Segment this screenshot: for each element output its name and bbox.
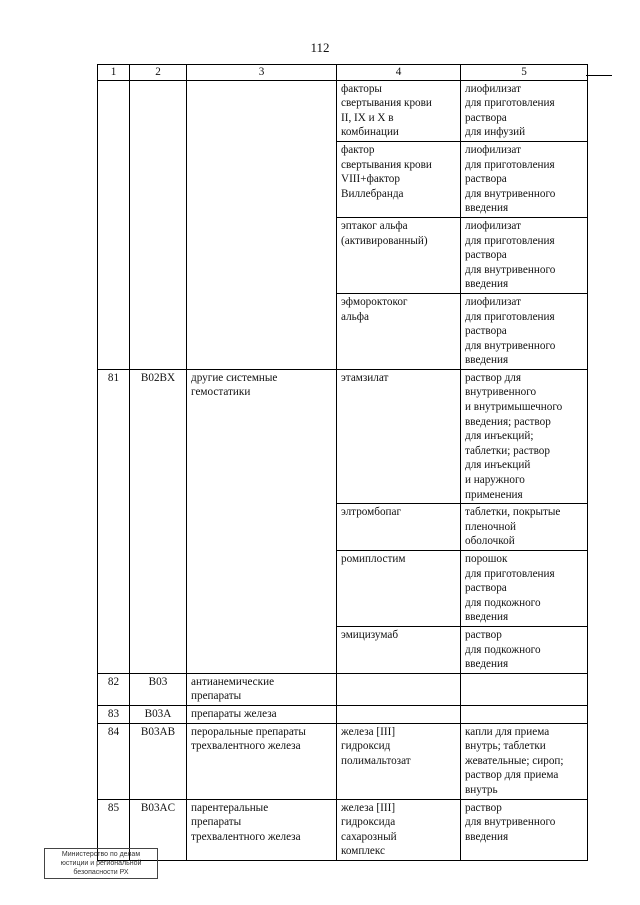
row-number: 83 — [98, 705, 130, 723]
row-number: 85 — [98, 799, 130, 860]
group-name — [187, 80, 337, 369]
drug-name: фактор свертывания крови VIII+фактор Виллебранда — [337, 141, 461, 217]
registration-stamp: Министерство по делам юстиции и региональной безопасности РХ — [44, 848, 158, 879]
drug-name: эмицизумаб — [337, 626, 461, 673]
header-col-4: 4 — [337, 65, 461, 81]
header-row — [98, 65, 588, 81]
atc-code: B02BX — [130, 369, 187, 673]
drug-name: эптаког альфа (активированный) — [337, 217, 461, 293]
header-col-3: 3 — [187, 65, 337, 81]
drug-name: факторы свертывания крови II, IX и X в комбинации — [337, 80, 461, 141]
dosage-form — [461, 705, 588, 723]
page-number: 112 — [310, 40, 330, 55]
table-row — [98, 673, 588, 705]
atc-code — [130, 80, 187, 369]
dosage-form: раствор для внутривенного введения — [461, 799, 588, 860]
row-number: 81 — [98, 369, 130, 673]
header-col-1: 1 — [98, 65, 130, 81]
drug-name — [337, 705, 461, 723]
atc-code: B03AB — [130, 723, 187, 799]
dosage-form: капли для приема внутрь; таблетки жевательные; сироп; раствор для приема внутрь — [461, 723, 588, 799]
group-name: пероральные препараты трехвалентного железа — [187, 723, 337, 799]
table-row — [98, 723, 588, 799]
dosage-form: лиофилизат для приготовления раствора для инфузий — [461, 80, 588, 141]
group-name: препараты железа — [187, 705, 337, 723]
drug-name: элтромбопаг — [337, 504, 461, 551]
group-name: парентеральные препараты трехвалентного железа — [187, 799, 337, 860]
dosage-form: раствор для внутривенного и внутримышечного введения; раствор для инъекций; таблетки; раствор для инъекций и наружного применения — [461, 369, 588, 503]
dosage-form: порошок для приготовления раствора для подкожного введения — [461, 551, 588, 627]
drug-name — [337, 673, 461, 705]
table-row — [98, 369, 588, 503]
header-col-5: 5 — [461, 65, 588, 81]
atc-code: B03 — [130, 673, 187, 705]
dosage-form: лиофилизат для приготовления раствора для внутривенного введения — [461, 293, 588, 369]
row-number: 82 — [98, 673, 130, 705]
header-col-2: 2 — [130, 65, 187, 81]
atc-code: B03AC — [130, 799, 187, 860]
group-name: антианемические препараты — [187, 673, 337, 705]
dosage-form — [461, 673, 588, 705]
table-row — [98, 80, 588, 141]
dosage-form: лиофилизат для приготовления раствора для внутривенного введения — [461, 141, 588, 217]
drug-table — [97, 64, 588, 861]
atc-code: B03A — [130, 705, 187, 723]
group-name: другие системные гемостатики — [187, 369, 337, 673]
table-row — [98, 705, 588, 723]
dosage-form: лиофилизат для приготовления раствора для внутривенного введения — [461, 217, 588, 293]
row-number: 84 — [98, 723, 130, 799]
row-number — [98, 80, 130, 369]
table-row — [98, 799, 588, 860]
drug-name: этамзилат — [337, 369, 461, 503]
drug-name: железа [III] гидроксид полимальтозат — [337, 723, 461, 799]
dosage-form: раствор для подкожного введения — [461, 626, 588, 673]
drug-name: эфмороктоког альфа — [337, 293, 461, 369]
drug-name: железа [III] гидроксида сахарозный комплекс — [337, 799, 461, 860]
drug-name: ромиплостим — [337, 551, 461, 627]
dosage-form: таблетки, покрытые пленочной оболочкой — [461, 504, 588, 551]
margin-line — [586, 75, 612, 76]
